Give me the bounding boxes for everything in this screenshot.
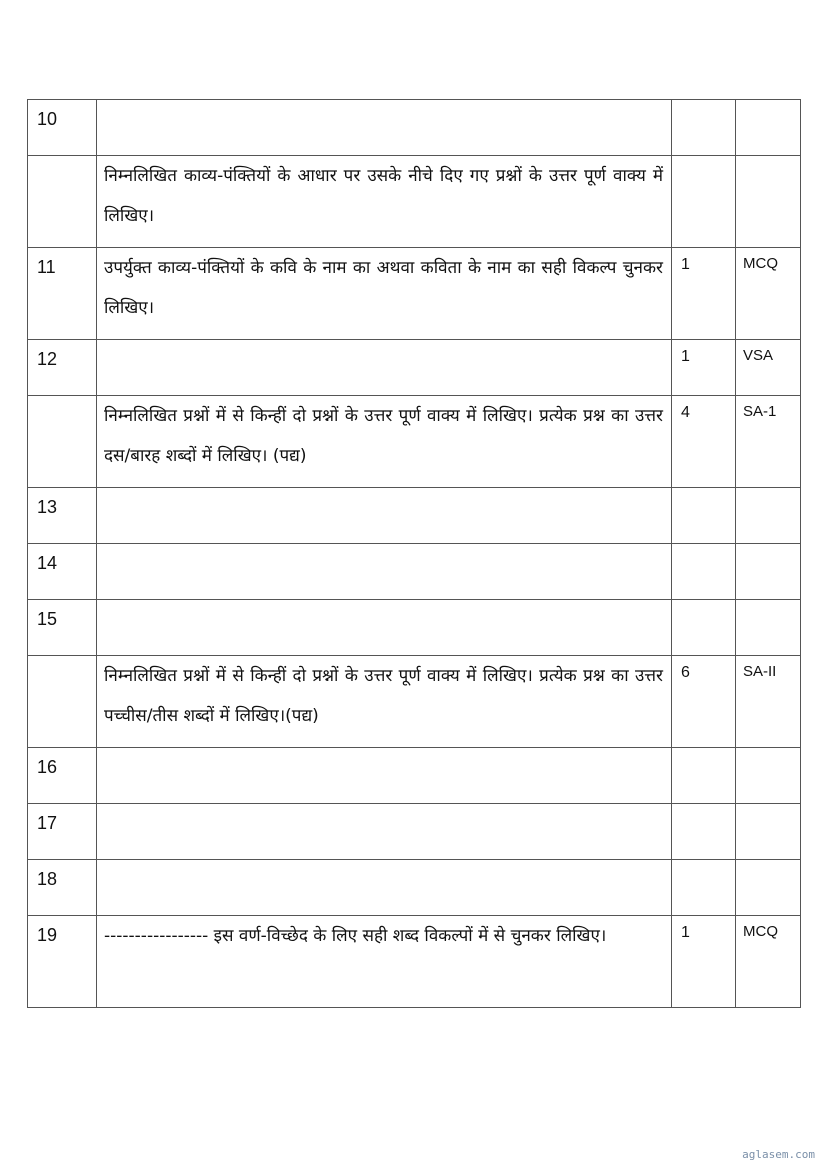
question-text: उपर्युक्त काव्य-पंक्तियों के कवि के नाम का अथवा कविता के नाम का सही विकल्प चुनकर लिखिए। [97, 248, 672, 340]
question-type [736, 488, 801, 544]
question-text: ----------------- इस वर्ण-विच्छेद के लिए सही शब्द विकल्पों में से चुनकर लिखिए। [97, 916, 672, 1008]
table-row [28, 748, 801, 804]
question-type [736, 100, 801, 156]
question-number: 16 [28, 748, 97, 804]
question-text [97, 100, 672, 156]
question-marks: 1 [672, 248, 736, 340]
table-row [28, 916, 801, 1008]
question-marks: 1 [672, 340, 736, 396]
question-text [97, 804, 672, 860]
question-marks [672, 488, 736, 544]
question-table [27, 99, 801, 1008]
question-marks [672, 860, 736, 916]
table-row [28, 156, 801, 248]
question-number: 18 [28, 860, 97, 916]
question-type [736, 544, 801, 600]
question-number [28, 156, 97, 248]
question-type [736, 156, 801, 248]
footer-watermark: aglasem.com [742, 1148, 815, 1161]
table-row [28, 656, 801, 748]
table-row [28, 396, 801, 488]
question-marks: 1 [672, 916, 736, 1008]
question-number: 12 [28, 340, 97, 396]
question-text: निम्नलिखित काव्य-पंक्तियों के आधार पर उसके नीचे दिए गए प्रश्नों के उत्तर पूर्ण वाक्य में लिखिए। [97, 156, 672, 248]
question-marks [672, 748, 736, 804]
question-text: निम्नलिखित प्रश्नों में से किन्हीं दो प्रश्नों के उत्तर पूर्ण वाक्य में लिखिए। प्रत्येक प्रश्न का उत्तर दस/बारह शब्दों में लिखिए। (पद्य) [97, 396, 672, 488]
question-text [97, 544, 672, 600]
question-text [97, 488, 672, 544]
question-number: 13 [28, 488, 97, 544]
question-number: 11 [28, 248, 97, 340]
table-row [28, 544, 801, 600]
question-marks [672, 156, 736, 248]
question-text: निम्नलिखित प्रश्नों में से किन्हीं दो प्रश्नों के उत्तर पूर्ण वाक्य में लिखिए। प्रत्येक प्रश्न का उत्तर पच्चीस/तीस शब्दों में लिखिए।(पद्य) [97, 656, 672, 748]
table-row [28, 340, 801, 396]
question-type [736, 804, 801, 860]
question-type: VSA [736, 340, 801, 396]
table-row [28, 488, 801, 544]
question-number: 14 [28, 544, 97, 600]
table-row [28, 860, 801, 916]
question-number [28, 656, 97, 748]
question-type: MCQ [736, 248, 801, 340]
question-type: SA-1 [736, 396, 801, 488]
question-marks [672, 544, 736, 600]
table-row [28, 804, 801, 860]
question-marks [672, 804, 736, 860]
question-number: 15 [28, 600, 97, 656]
question-text [97, 340, 672, 396]
question-marks [672, 600, 736, 656]
question-type [736, 748, 801, 804]
question-text [97, 748, 672, 804]
question-number: 10 [28, 100, 97, 156]
table-row [28, 600, 801, 656]
question-type: MCQ [736, 916, 801, 1008]
question-marks [672, 100, 736, 156]
question-text [97, 600, 672, 656]
question-number [28, 396, 97, 488]
question-type: SA-II [736, 656, 801, 748]
question-marks: 4 [672, 396, 736, 488]
question-text [97, 860, 672, 916]
table-row [28, 100, 801, 156]
question-marks: 6 [672, 656, 736, 748]
question-type [736, 860, 801, 916]
table-row [28, 248, 801, 340]
question-number: 19 [28, 916, 97, 1008]
question-type [736, 600, 801, 656]
question-number: 17 [28, 804, 97, 860]
